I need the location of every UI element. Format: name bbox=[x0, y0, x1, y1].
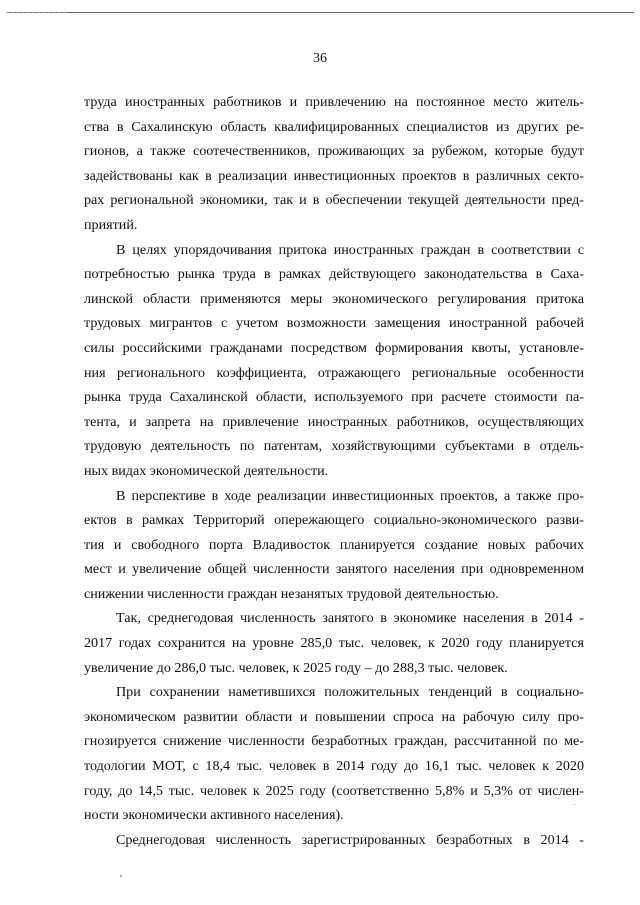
text-line: В перспективе в ходе реализации инвестиционных проектов, а также про- bbox=[116, 487, 584, 504]
text-line: 2017 годах сохранится на уровне 285,0 тыс. человек, к 2020 году планируется bbox=[84, 635, 584, 652]
scan-speck bbox=[120, 875, 122, 877]
text-line: Среднегодовая численность зарегистрированных безработных в 2014 - bbox=[116, 831, 584, 848]
text-line: линской области применяются меры экономического регулирования притока bbox=[84, 290, 584, 307]
text-line: тента, и запрета на привлечение иностранных работников, осуществляющих bbox=[84, 413, 584, 430]
text-line: задействованы как в реализации инвестиционных проектов в различных секто- bbox=[84, 167, 584, 184]
text-line: труда иностранных работников и привлечению на постоянное место житель- bbox=[84, 94, 584, 110]
text-line: В целях упорядочивания притока иностранных граждан в соответствии с bbox=[116, 241, 584, 258]
page-number: 36 bbox=[313, 51, 327, 66]
text-line: ния регионального коэффициента, отражающего региональные особенности bbox=[84, 364, 584, 381]
text-line: ства в Сахалинскую область квалифицированных специалистов из других ре- bbox=[84, 118, 584, 135]
text-line: тия и свободного порта Владивосток планируется создание новых рабочих bbox=[84, 536, 584, 553]
paragraph bbox=[84, 90, 584, 238]
text-line: При сохранении наметившихся положительных тенденций в социально- bbox=[116, 684, 584, 701]
text-line: гнозируется снижение численности безработных граждан, рассчитанной по ме- bbox=[84, 733, 584, 750]
scan-top-rule bbox=[6, 12, 634, 13]
text-line: ности экономически активного населения). bbox=[84, 807, 344, 824]
text-line: увеличение до 286,0 тыс. человек, к 2025 году – до 288,3 тыс. человек. bbox=[84, 659, 508, 676]
text-line: гионов, а также соотечественников, проживающих за рубежом, которые будут bbox=[84, 143, 584, 160]
scan-speck bbox=[574, 804, 575, 805]
paragraph bbox=[84, 606, 584, 680]
paragraph bbox=[84, 238, 584, 484]
text-line: трудовых мигрантов с учетом возможности замещения иностранной рабочей bbox=[84, 315, 584, 332]
paragraph bbox=[84, 828, 584, 853]
text-line: силы российскими гражданами посредством формирования квоты, установле- bbox=[84, 339, 584, 356]
text-line: рах региональной экономики, так и в обеспечении текущей деятельности пред- bbox=[84, 192, 584, 209]
text-line: Так, среднегодовая численность занятого в экономике населения в 2014 - bbox=[116, 610, 584, 627]
text-line: мест и увеличение общей численности занятого населения при одновременном bbox=[84, 561, 584, 578]
text-line: тодологии МОТ, с 18,4 тыс. человек в 2014 году до 16,1 тыс. человек к 2020 bbox=[84, 758, 584, 775]
paragraph bbox=[84, 484, 584, 607]
text-line: рынка труда Сахалинской области, используемого при расчете стоимости па- bbox=[84, 389, 584, 406]
text-line: экономическом развитии области и повышении спроса на рабочую силу про- bbox=[84, 708, 584, 725]
text-line: году, до 14,5 тыс. человек к 2025 году (соответственно 5,8% и 5,3% от числен- bbox=[84, 782, 584, 799]
text-line: трудовую деятельность по патентам, хозяйствующими субъектами в отдель- bbox=[84, 438, 584, 455]
text-line: ектов в рамках Территорий опережающего социально-экономического разви- bbox=[84, 512, 584, 529]
scan-top-rule-dashes bbox=[6, 12, 66, 13]
document-body bbox=[84, 90, 584, 852]
paragraph bbox=[84, 680, 584, 828]
text-line: приятий. bbox=[84, 216, 138, 233]
text-line: потребностью рынка труда в рамках действующего законодательства в Саха- bbox=[84, 266, 584, 283]
text-line: снижении численности граждан незанятых трудовой деятельностью. bbox=[84, 585, 499, 602]
text-line: ных видах экономической деятельности. bbox=[84, 462, 329, 479]
